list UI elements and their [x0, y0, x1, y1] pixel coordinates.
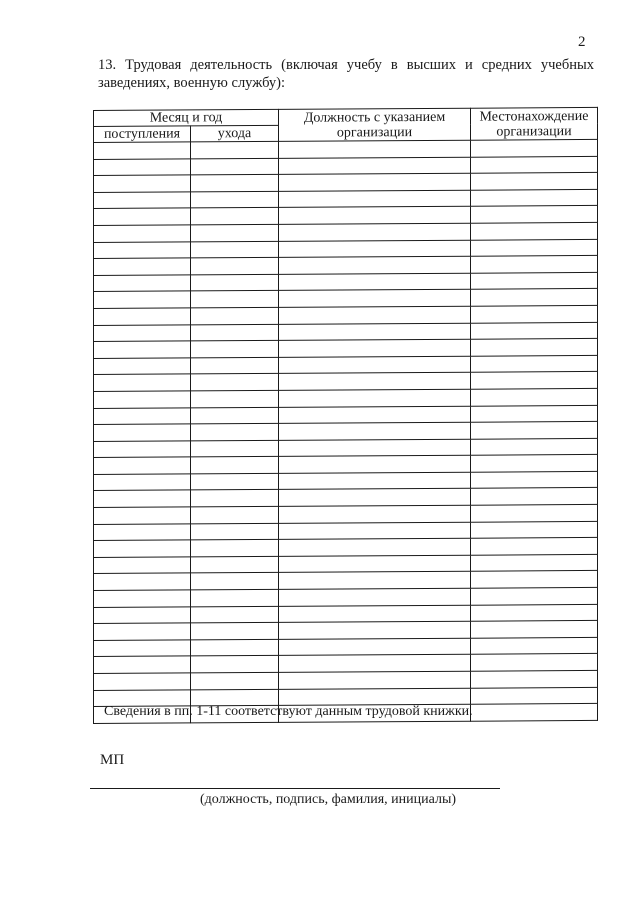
table-cell[interactable]: [279, 422, 471, 440]
table-cell[interactable]: [94, 192, 191, 209]
table-cell[interactable]: [191, 523, 279, 540]
table-cell[interactable]: [279, 273, 471, 291]
table-cell[interactable]: [471, 355, 598, 372]
table-cell[interactable]: [471, 488, 598, 505]
table-cell[interactable]: [191, 506, 279, 523]
table-cell[interactable]: [279, 522, 471, 540]
table-cell[interactable]: [94, 590, 191, 607]
table-cell[interactable]: [94, 573, 191, 590]
table-cell[interactable]: [471, 405, 598, 422]
table-cell[interactable]: [94, 208, 191, 225]
table-cell[interactable]: [279, 323, 471, 341]
table-cell[interactable]: [94, 557, 191, 574]
table-cell[interactable]: [94, 424, 191, 441]
table-cell[interactable]: [471, 322, 598, 339]
table-cell[interactable]: [191, 158, 279, 175]
table-cell[interactable]: [191, 324, 279, 341]
table-cell[interactable]: [471, 388, 598, 405]
table-cell[interactable]: [94, 158, 191, 175]
certification-note: Сведения в пп. 1-11 соответствуют данным трудовой книжки.: [104, 704, 473, 719]
table-cell[interactable]: [471, 156, 598, 173]
table-cell[interactable]: [471, 189, 598, 206]
table-cell[interactable]: [279, 455, 471, 473]
table-cell[interactable]: [279, 190, 471, 208]
table-cell[interactable]: [471, 222, 598, 239]
table-cell[interactable]: [279, 140, 471, 158]
table-cell[interactable]: [279, 373, 471, 391]
table-cell[interactable]: [471, 438, 598, 455]
table-cell[interactable]: [279, 621, 471, 639]
table-cell[interactable]: [471, 289, 598, 306]
table-cell[interactable]: [471, 654, 598, 671]
table-cell[interactable]: [471, 587, 598, 604]
table-cell[interactable]: [94, 474, 191, 491]
table-cell[interactable]: [191, 656, 279, 673]
table-cell[interactable]: [279, 389, 471, 407]
table-cell[interactable]: [279, 256, 471, 274]
table-cell[interactable]: [279, 223, 471, 241]
table-cell[interactable]: [471, 670, 598, 687]
table-cell[interactable]: [94, 241, 191, 258]
table-cell[interactable]: [94, 275, 191, 292]
table-cell[interactable]: [279, 688, 471, 706]
table-cell[interactable]: [191, 357, 279, 374]
table-cell[interactable]: [94, 457, 191, 474]
table-cell[interactable]: [191, 639, 279, 656]
table-cell[interactable]: [471, 173, 598, 190]
table-cell[interactable]: [471, 604, 598, 621]
page-number: 2: [578, 34, 586, 50]
table-cell[interactable]: [191, 423, 279, 440]
table-cell[interactable]: [279, 588, 471, 606]
table-cell[interactable]: [191, 191, 279, 208]
table-cell[interactable]: [279, 339, 471, 357]
table-cell[interactable]: [191, 224, 279, 241]
table-cell[interactable]: [191, 556, 279, 573]
table-body: [94, 139, 598, 723]
table-cell[interactable]: [94, 258, 191, 275]
entry-date-header: поступления: [94, 126, 191, 143]
table-cell[interactable]: [191, 340, 279, 357]
table-cell[interactable]: [94, 308, 191, 325]
table-cell[interactable]: [279, 439, 471, 457]
table-cell[interactable]: [471, 372, 598, 389]
table-cell[interactable]: [94, 524, 191, 541]
table-cell[interactable]: [279, 605, 471, 623]
table-cell[interactable]: [191, 457, 279, 474]
table-cell[interactable]: [191, 274, 279, 291]
table-cell[interactable]: [94, 673, 191, 690]
table-cell[interactable]: [94, 175, 191, 192]
table-cell[interactable]: [471, 206, 598, 223]
table-cell[interactable]: [94, 507, 191, 524]
table-cell[interactable]: [191, 623, 279, 640]
table-cell[interactable]: [191, 407, 279, 424]
table-cell[interactable]: [191, 589, 279, 606]
table-cell[interactable]: [471, 554, 598, 571]
table-cell[interactable]: [279, 655, 471, 673]
table-cell[interactable]: [279, 173, 471, 191]
table-cell[interactable]: [471, 504, 598, 521]
table-cell[interactable]: [94, 341, 191, 358]
table-cell[interactable]: [279, 472, 471, 490]
table-cell[interactable]: [279, 306, 471, 324]
table-cell[interactable]: [94, 656, 191, 673]
table-cell[interactable]: [191, 473, 279, 490]
employment-table: [93, 107, 598, 724]
table-cell[interactable]: [471, 704, 598, 721]
employment-table-container: [93, 107, 597, 710]
table-cell[interactable]: [471, 139, 598, 156]
table-cell[interactable]: [94, 540, 191, 557]
table-cell[interactable]: [471, 471, 598, 488]
table-cell[interactable]: [471, 538, 598, 555]
table-cell[interactable]: [471, 637, 598, 654]
table-cell[interactable]: [471, 621, 598, 638]
table-cell[interactable]: [94, 142, 191, 159]
table-cell[interactable]: [279, 505, 471, 523]
table-cell[interactable]: [191, 175, 279, 192]
table-cell[interactable]: [471, 339, 598, 356]
table-cell[interactable]: [191, 606, 279, 623]
table-cell[interactable]: [191, 307, 279, 324]
table-cell[interactable]: [94, 407, 191, 424]
table-cell[interactable]: [94, 640, 191, 657]
table-cell[interactable]: [94, 358, 191, 375]
table-cell[interactable]: [279, 638, 471, 656]
table-cell[interactable]: [94, 225, 191, 242]
table-cell[interactable]: [471, 422, 598, 439]
signature-caption: (должность, подпись, фамилия, инициалы): [200, 792, 457, 807]
table-cell[interactable]: [471, 687, 598, 704]
table-cell[interactable]: [279, 207, 471, 225]
table-cell[interactable]: [279, 240, 471, 258]
table-cell[interactable]: [191, 573, 279, 590]
table-cell[interactable]: [191, 390, 279, 407]
table-cell[interactable]: [471, 521, 598, 538]
table-cell[interactable]: [471, 272, 598, 289]
table-cell[interactable]: [279, 356, 471, 374]
section-heading: 13. Трудовая деятельность (включая учебу в высших и средних учебных заведениях, военную службу):: [98, 57, 594, 91]
table-cell[interactable]: [279, 538, 471, 556]
table-cell[interactable]: [191, 490, 279, 507]
exit-date-header: ухода: [191, 125, 279, 142]
table-cell[interactable]: [191, 141, 279, 158]
table-cell[interactable]: [94, 607, 191, 624]
table-cell[interactable]: [279, 290, 471, 308]
table-cell[interactable]: [94, 391, 191, 408]
table-cell[interactable]: [279, 406, 471, 424]
table-cell[interactable]: [191, 291, 279, 308]
table-cell[interactable]: [191, 540, 279, 557]
table-cell[interactable]: [191, 374, 279, 391]
table-cell[interactable]: [94, 623, 191, 640]
table-cell[interactable]: [94, 291, 191, 308]
table-cell[interactable]: [191, 440, 279, 457]
position-header: Должность с указанием организации: [279, 108, 471, 141]
table-cell[interactable]: [94, 441, 191, 458]
table-cell[interactable]: [471, 256, 598, 273]
table-cell[interactable]: [191, 258, 279, 275]
table-cell[interactable]: [279, 671, 471, 689]
table-cell[interactable]: [94, 374, 191, 391]
table-cell[interactable]: [279, 157, 471, 175]
table-cell[interactable]: [471, 239, 598, 256]
stamp-place-label: МП: [100, 752, 125, 768]
location-header: Местонахождение организации: [471, 107, 598, 140]
table-cell[interactable]: [279, 489, 471, 507]
table-cell[interactable]: [191, 241, 279, 258]
table-cell[interactable]: [279, 572, 471, 590]
table-cell[interactable]: [471, 571, 598, 588]
month-year-header: Месяц и год: [94, 109, 279, 126]
signature-line: [90, 788, 500, 789]
table-cell[interactable]: [94, 490, 191, 507]
table-cell[interactable]: [279, 555, 471, 573]
table-cell[interactable]: [94, 324, 191, 341]
table-cell[interactable]: [471, 305, 598, 322]
table-cell[interactable]: [471, 455, 598, 472]
table-cell[interactable]: [191, 208, 279, 225]
table-cell[interactable]: [191, 672, 279, 689]
